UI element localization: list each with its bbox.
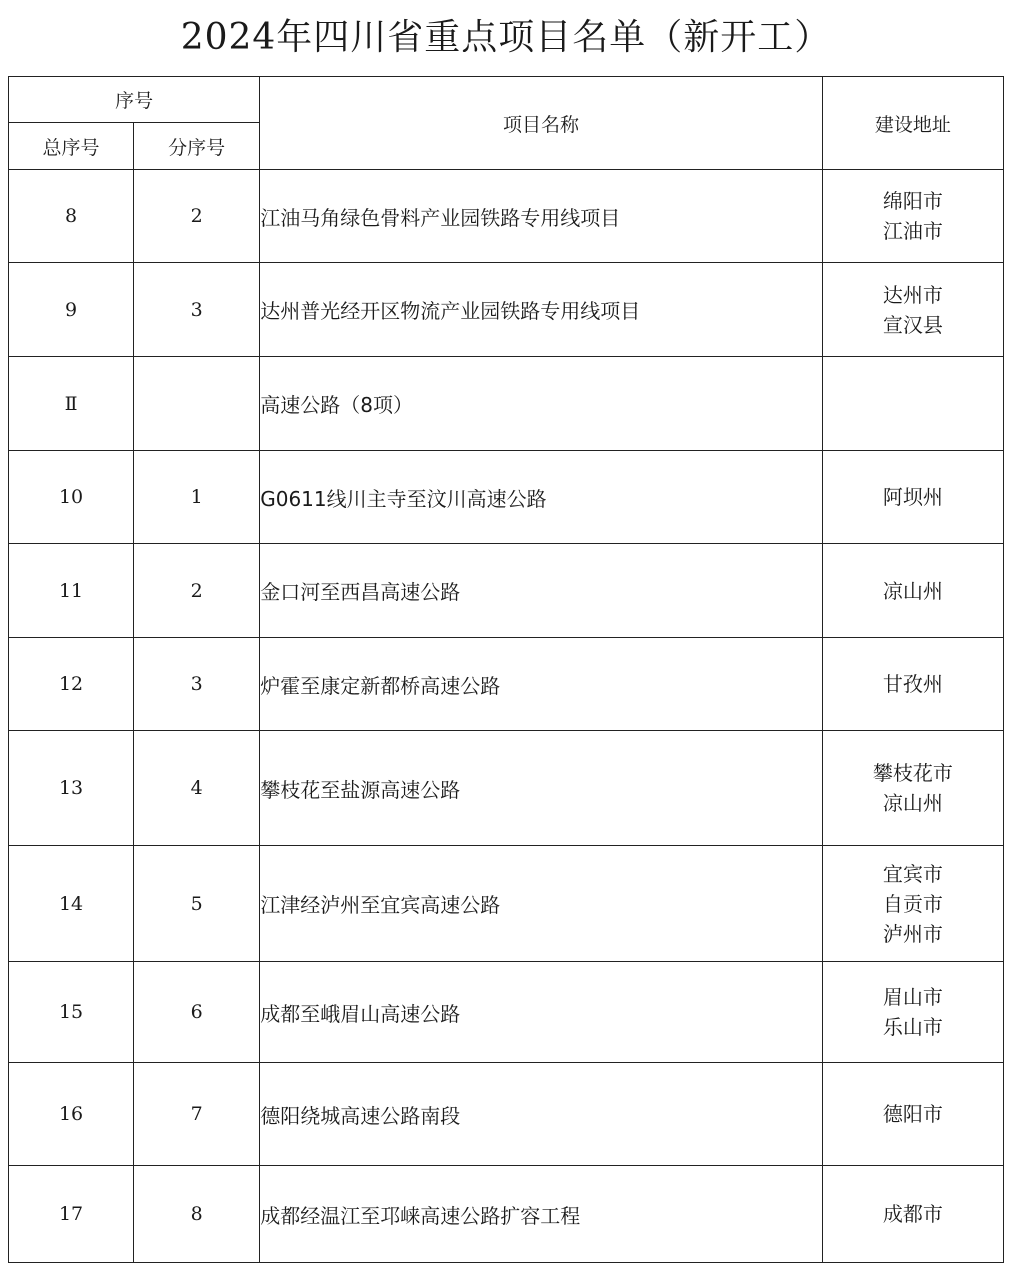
location-cell [822, 451, 1003, 544]
sub-no-cell: 1 [134, 451, 260, 544]
location-cell [822, 544, 1003, 638]
total-no-cell: 10 [9, 451, 134, 544]
sub-no-cell: 4 [134, 731, 260, 846]
location-header: 建设地址 [822, 77, 1003, 170]
location-cell [822, 1166, 1003, 1263]
project-name-cell: 高速公路（8项） [260, 357, 823, 451]
sub-no-cell: 6 [134, 962, 260, 1063]
location-line: 绵阳市 [882, 189, 943, 213]
sub-no-cell: 3 [134, 263, 260, 357]
project-name-cell: G0611线川主寺至汶川高速公路 [260, 451, 823, 544]
page-title: 2024年四川省重点项目名单（新开工） [180, 17, 832, 58]
project-name-cell: 炉霍至康定新都桥高速公路 [260, 638, 823, 731]
location-cell [822, 962, 1003, 1063]
serial-group-header: 序号 [9, 77, 260, 123]
location-cell [822, 170, 1003, 263]
location-line: 宣汉县 [882, 312, 943, 337]
table-row [9, 544, 1004, 638]
table-row [9, 1166, 1004, 1263]
sub-no-cell: 2 [134, 544, 260, 638]
table-body [9, 170, 1004, 1263]
location-line: 凉山州 [882, 578, 943, 603]
location-line: 成都市 [882, 1202, 943, 1226]
total-no-cell: 15 [9, 962, 134, 1063]
sub-no-cell: 3 [134, 638, 260, 731]
total-no-cell: 13 [9, 731, 134, 846]
project-table [8, 76, 1004, 1263]
project-name-cell: 达州普光经开区物流产业园铁路专用线项目 [260, 263, 823, 357]
location-line: 攀枝花市 [872, 761, 953, 785]
location-line: 凉山州 [882, 791, 943, 815]
project-name-cell: 攀枝花至盐源高速公路 [260, 731, 823, 846]
location-cell [822, 263, 1003, 357]
location-cell [822, 846, 1003, 962]
table-row [9, 451, 1004, 544]
location-line: 江油市 [882, 219, 943, 243]
location-line: 阿坝州 [882, 485, 943, 509]
total-no-cell: 9 [9, 263, 134, 357]
total-no-cell: 16 [9, 1063, 134, 1166]
table-row [9, 357, 1004, 451]
location-line: 宜宾市 [882, 861, 943, 886]
table-row [9, 846, 1004, 962]
location-line: 泸州市 [882, 921, 943, 946]
sub-no-cell [134, 357, 260, 451]
project-name-cell: 金口河至西昌高速公路 [260, 544, 823, 638]
total-no-cell: 11 [9, 544, 134, 638]
total-no-cell: 14 [9, 846, 134, 962]
location-line: 德阳市 [882, 1102, 943, 1126]
location-line: 达州市 [882, 282, 943, 307]
project-name-cell: 成都经温江至邛崃高速公路扩容工程 [260, 1166, 823, 1263]
project-name-cell: 成都至峨眉山高速公路 [260, 962, 823, 1063]
project-name-cell: 江津经泸州至宜宾高速公路 [260, 846, 823, 962]
sub-no-cell: 8 [134, 1166, 260, 1263]
table-row [9, 638, 1004, 731]
sub-no-cell: 7 [134, 1063, 260, 1166]
location-line: 眉山市 [882, 985, 943, 1009]
total-no-header: 总序号 [9, 123, 134, 170]
total-no-cell: 17 [9, 1166, 134, 1263]
location-line: 自贡市 [882, 891, 943, 916]
table-row [9, 1063, 1004, 1166]
sub-no-header: 分序号 [134, 123, 260, 170]
total-no-cell: 8 [9, 170, 134, 263]
project-name-cell: 德阳绕城高速公路南段 [260, 1063, 823, 1166]
location-cell [822, 1063, 1003, 1166]
total-no-cell: 12 [9, 638, 134, 731]
location-cell [822, 638, 1003, 731]
total-no-cell: Ⅱ [9, 357, 134, 451]
sub-no-cell: 5 [134, 846, 260, 962]
location-cell [822, 357, 1003, 451]
project-name-header: 项目名称 [260, 77, 823, 170]
location-line: 乐山市 [882, 1015, 943, 1039]
sub-no-cell: 2 [134, 170, 260, 263]
table-header [9, 77, 1004, 170]
location-cell [822, 731, 1003, 846]
location-line: 甘孜州 [882, 672, 943, 696]
table-row [9, 731, 1004, 846]
table-row [9, 170, 1004, 263]
table-row [9, 962, 1004, 1063]
project-name-cell: 江油马角绿色骨料产业园铁路专用线项目 [260, 170, 823, 263]
table-row [9, 263, 1004, 357]
